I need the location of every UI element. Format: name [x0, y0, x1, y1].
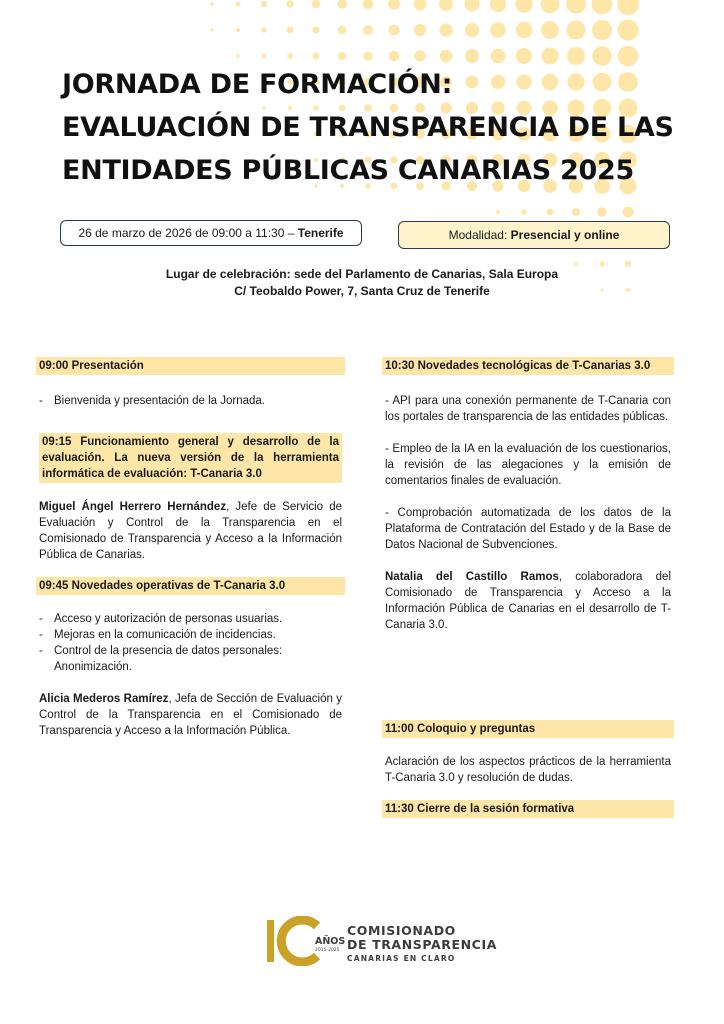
decorative-dot [414, 24, 426, 36]
right-column-lower [385, 720, 671, 818]
speaker-role: , colaboradora del Comisionado de Transparencia y Acceso a la Información Pública de Canarias en el desarrollo de T-Canaria 3.0. [385, 571, 672, 631]
section-title-0915: 09:15 Funcionamiento general y desarrollo de la evaluación. La nueva versión de la herramienta informática de evaluación: T-Canaria 3.0 [39, 433, 342, 483]
speaker-1030 [385, 569, 671, 633]
date-box [60, 220, 362, 246]
decorative-dot [287, 53, 293, 59]
list-item: - Bienvenida y presentación de la Jornada. [39, 393, 342, 409]
decorative-dot [465, 49, 479, 63]
decorative-dot [337, 0, 347, 9]
title-line-3: ENTIDADES PÚBLICAS CANARIAS 2025 [62, 155, 634, 186]
decorative-dot [261, 27, 266, 32]
date-place: Tenerife [297, 226, 344, 240]
decorative-dot [363, 0, 374, 9]
left-column [39, 357, 342, 739]
decorative-dot [597, 207, 607, 217]
page-title [62, 63, 702, 192]
decorative-dot [338, 26, 347, 35]
mode-value: Presencial y online [510, 228, 620, 242]
decorative-dot [542, 48, 559, 65]
speaker-name: Natalia del Castillo Ramos [385, 571, 559, 583]
venue-line-1: Lugar de celebración: sede del Parlamento de Canarias, Sala Europa [165, 267, 559, 281]
decorative-dot [388, 0, 400, 10]
decorative-dot [287, 27, 294, 34]
decorative-dot [572, 208, 580, 216]
decorative-dot [617, 19, 638, 40]
decorative-dot [363, 25, 373, 35]
speaker-0945 [39, 691, 342, 739]
mode-label: Modalidad: [448, 228, 508, 242]
mode-box [398, 221, 670, 249]
logo-line-3: CANARIAS EN CLARO [347, 954, 456, 963]
decorative-dot [236, 2, 241, 7]
decorative-dot [210, 28, 213, 31]
list-item: - API para una conexión permanente de T-Canaria con los portales de transparencia de las entidades públicas. [385, 395, 671, 423]
speaker-name: Alicia Mederos Ramírez [39, 693, 169, 705]
right-column [385, 357, 671, 633]
decorative-dot [516, 48, 532, 64]
decorative-dot [389, 51, 399, 61]
decorative-dot [286, 0, 293, 7]
decorative-dot [464, 0, 479, 12]
section-title-0900: 09:00 Presentación [36, 357, 345, 375]
section-title-1130: 11:30 Cierre de la sesión formativa [382, 800, 674, 818]
decorative-dot [236, 28, 240, 32]
section-list-0900 [39, 393, 342, 409]
decorative-dot [490, 0, 506, 12]
decorative-dot [541, 21, 559, 39]
logo-years-label: AÑOS [315, 936, 346, 947]
decorative-dot [312, 26, 320, 34]
decorative-dot [262, 54, 267, 59]
decorative-dot [338, 52, 346, 60]
list-item: - Empleo de la IA en la evaluación de los cuestionarios, la revisión de las alegaciones y la emisión de comentarios finales de evaluación. [385, 443, 671, 487]
section-text-1100: Aclaración de los aspectos prácticos de la herramienta T-Canaria 3.0 y resolución de dudas. [385, 756, 671, 784]
logo-years-range: 2015-2025 [315, 948, 340, 953]
decorative-dot [465, 23, 479, 37]
section-title-0945: 09:45 Novedades operativas de T-Canaria 3.0 [36, 577, 345, 595]
decorative-dot [313, 53, 320, 60]
decorative-dot [521, 209, 526, 214]
decorative-dot [312, 0, 320, 8]
section-title-1100: 11:00 Coloquio y preguntas [382, 720, 674, 738]
list-item: - Mejoras en la comunicación de incidencias. [39, 627, 342, 643]
logo-line-1: COMISIONADO [347, 923, 456, 938]
decorative-dot [516, 22, 533, 39]
list-item: - Control de la presencia de datos personales: Anonimización. [39, 643, 342, 675]
title-line-2: EVALUACIÓN DE TRANSPARENCIA DE LAS [62, 112, 674, 143]
decorative-dot [210, 2, 214, 6]
decorative-dot [236, 54, 240, 58]
decorative-dot [623, 207, 634, 218]
title-line-1: JORNADA DE FORMACIÓN: [62, 69, 453, 100]
list-item: - Comprobación automatizada de los datos de la Plataforma de Contratación del Estado y de la Base de Datos Nacional de Subvenciones. [385, 507, 671, 551]
decorative-dot [617, 0, 639, 15]
decorative-dot [491, 49, 506, 64]
decorative-dot [515, 0, 532, 13]
decorative-dot [566, 0, 586, 14]
decorative-dot [439, 23, 452, 36]
logo-line-2: DE TRANSPARENCIA [347, 937, 497, 952]
speaker-name: Miguel Ángel Herrero Hernández [39, 501, 227, 513]
decorative-dot [547, 209, 554, 216]
decorative-dot [261, 1, 267, 7]
section-title-1030: 10:30 Novedades tecnológicas de T-Canarias 3.0 [382, 357, 674, 375]
decorative-dot [440, 50, 453, 63]
logo-text [347, 924, 497, 963]
decorative-dot [496, 210, 500, 214]
list-item: - Acceso y autorización de personas usuarias. [39, 611, 342, 627]
section-list-0945 [39, 611, 342, 675]
decorative-dot [541, 0, 560, 13]
decorative-dot [490, 22, 506, 38]
date-text: 26 de marzo de 2026 de 09:00 a 11:30 – [78, 226, 295, 240]
decorative-dot [414, 0, 427, 10]
decorative-dot [389, 25, 400, 36]
decorative-dot [363, 51, 372, 60]
decorative-dot [592, 0, 613, 14]
venue-line-2: C/ Teobaldo Power, 7, Santa Cruz de Tenerife [234, 284, 490, 298]
speaker-role: , Jefa de Sección de Evaluación y Control de la Transparencia en el Comisionado de Transparencia y Acceso a la Información Pública. [39, 693, 343, 737]
speaker-role: , Jefe de Servicio de Evaluación y Control de la Transparencia en el Comisionado de Transparencia y Acceso a la Información Pública de Canarias. [39, 501, 342, 561]
decorative-dot [592, 20, 612, 40]
decorative-dot [439, 0, 453, 11]
decorative-dot [414, 50, 425, 61]
speaker-0915 [39, 499, 342, 563]
decorative-dot [567, 21, 586, 40]
